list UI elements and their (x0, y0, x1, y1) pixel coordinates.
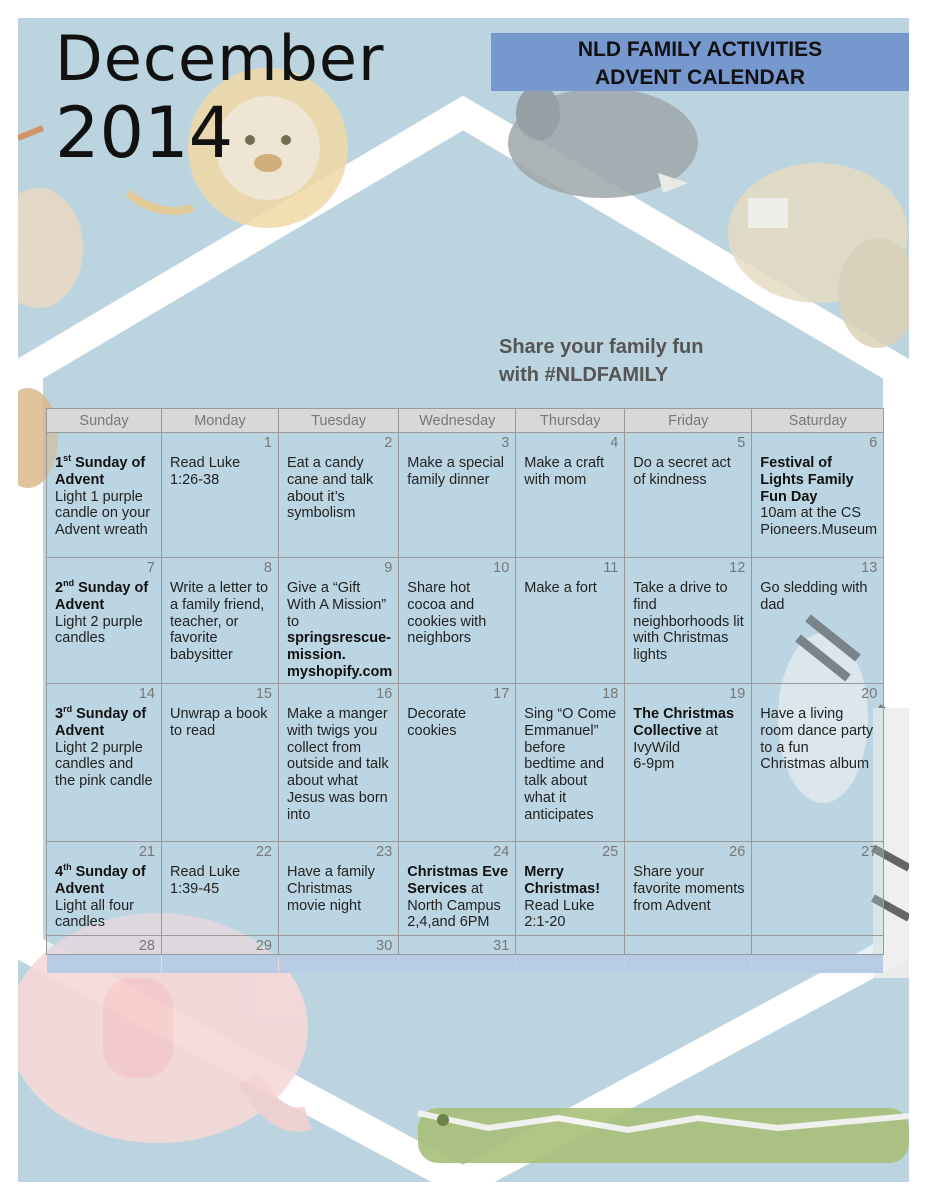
day-number: 3 (501, 435, 510, 451)
calendar-day-cell (752, 684, 884, 842)
day-number: 18 (602, 686, 619, 702)
day-number: 12 (729, 560, 746, 576)
day-number: 14 (138, 686, 155, 702)
activity-text: Light all four candles (55, 897, 134, 931)
day-number: 30 (376, 938, 393, 954)
day-number: 13 (861, 560, 878, 576)
activity-text: Make a craft with mom (524, 455, 605, 488)
day-number: 26 (729, 844, 746, 860)
calendar-day-cell (399, 684, 516, 842)
day-number: 15 (255, 686, 272, 702)
day-number: 29 (255, 938, 272, 954)
day-activity (399, 433, 515, 491)
day-number: 16 (376, 686, 393, 702)
sunday-title (55, 580, 148, 613)
day-number: 10 (493, 560, 510, 576)
title-month: December (55, 22, 385, 95)
calendar-week-row (47, 684, 884, 842)
ordinal-number: 2 (55, 580, 64, 596)
calendar-day-cell (752, 936, 884, 955)
day-activity (162, 558, 278, 666)
activity-text: Give a “Gift With A Mission” to (287, 580, 387, 630)
week-bottom-bar (516, 955, 624, 973)
activity-text: 10am at the CS Pioneers.Museum (760, 505, 878, 539)
week-bottom-bar (162, 955, 278, 973)
sunday-title-text: Sunday of Advent (55, 864, 146, 897)
sunday-title-text: Sunday of Advent (55, 455, 146, 488)
calendar-day-cell (516, 433, 625, 558)
calendar-day-cell (516, 684, 625, 842)
activity-text: Make a special family dinner (407, 455, 504, 488)
calendar-day-cell (625, 433, 752, 558)
activity-text: Share hot cocoa and cookies with neighbors (407, 580, 487, 647)
day-number: 17 (493, 686, 510, 702)
calendar-day-cell (279, 842, 399, 936)
activity-text: 6-9pm (633, 756, 675, 773)
activity-text: Unwrap a book to read (170, 706, 268, 739)
ordinal-number: 3 (55, 706, 64, 722)
calendar-day-cell (516, 936, 625, 955)
week-bottom-bar (47, 955, 161, 973)
day-activity (162, 433, 278, 491)
calendar-day-cell (752, 842, 884, 936)
share-line-2: with #NLDFAMILY (499, 364, 669, 386)
day-activity (752, 433, 883, 541)
calendar-day-cell (516, 842, 625, 936)
event-title: Festival of Lights Family Fun Day (760, 455, 854, 505)
banner-line-2: ADVENT CALENDAR (595, 66, 805, 89)
day-number: 4 (610, 435, 619, 451)
activity-text: Make a fort (524, 580, 597, 596)
day-number: 23 (376, 844, 393, 860)
weekday-header: Tuesday (279, 409, 399, 433)
calendar-day-cell (162, 842, 279, 936)
week-bottom-bar (625, 955, 751, 973)
day-number: 19 (729, 686, 746, 702)
activity-text: Go sledding with dad (760, 580, 868, 613)
title-year: 2014 (55, 92, 234, 174)
day-number: 31 (493, 938, 510, 954)
day-number: 28 (138, 938, 155, 954)
event-title: The Christmas Collective (633, 706, 735, 739)
share-hashtag-text (499, 333, 704, 389)
day-activity (625, 433, 751, 491)
day-number: 6 (869, 435, 878, 451)
weekday-header: Wednesday (399, 409, 516, 433)
day-activity (279, 558, 398, 683)
calendar-day-cell (162, 433, 279, 558)
calendar-day-cell (399, 936, 516, 955)
day-number: 27 (861, 844, 878, 860)
ordinal-number: 4 (55, 864, 64, 880)
ordinal-suffix: nd (63, 578, 75, 589)
sunday-title-text: Sunday of Advent (55, 706, 147, 739)
calendar-day-cell (279, 558, 399, 684)
weekday-header: Thursday (516, 409, 625, 433)
calendar-day-cell (162, 558, 279, 684)
day-number: 11 (603, 560, 619, 576)
sunday-title (55, 706, 146, 739)
activity-text: Do a secret act of kindness (633, 455, 731, 488)
ordinal-suffix: rd (63, 704, 73, 715)
weekday-header: Friday (625, 409, 752, 433)
share-line-1: Share your family fun (499, 336, 704, 358)
calendar-day-cell (47, 936, 162, 955)
ordinal-suffix: th (63, 862, 72, 873)
calendar-day-cell (47, 558, 162, 684)
activity-text: Take a drive to find neighborhoods lit with Christmas lights (633, 580, 744, 664)
sunday-title-text: Sunday of Advent (55, 580, 149, 613)
calendar-week-row (47, 433, 884, 558)
weekday-header: Monday (162, 409, 279, 433)
activity-text: Have a living room dance party to a fun Christmas album (760, 706, 874, 773)
activity-text: Write a letter to a family friend, teacher, or favorite babysitter (170, 580, 269, 664)
banner-line-1: NLD FAMILY ACTIVITIES (577, 38, 823, 61)
week-bottom-bar (399, 955, 515, 973)
day-number: 5 (737, 435, 746, 451)
calendar-day-cell (752, 558, 884, 684)
day-number: 24 (493, 844, 510, 860)
calendar-day-cell (752, 433, 884, 558)
day-activity (47, 433, 161, 541)
calendar-day-cell (399, 842, 516, 936)
activity-text: Read Luke 1:26-38 (170, 455, 241, 488)
day-activity (279, 433, 398, 524)
calendar-day-cell (625, 936, 752, 955)
activity-text: Read Luke 2:1-20 (524, 897, 595, 931)
calendar-week-row (47, 936, 884, 955)
event-title: Merry Christmas! (524, 864, 601, 897)
activity-text: Light 1 purple candle on your Advent wreath (55, 488, 151, 539)
event-location: at North Campus 2,4,and 6PM (407, 880, 501, 931)
calendar-day-cell (399, 433, 516, 558)
calendar-day-cell (47, 842, 162, 936)
calendar-day-cell (625, 558, 752, 684)
day-number: 25 (602, 844, 619, 860)
week-bottom-bar (279, 955, 398, 973)
week-bottom-bar (752, 955, 883, 973)
calendar-day-cell (399, 558, 516, 684)
calendar-week-row (47, 558, 884, 684)
calendar-day-cell (279, 433, 399, 558)
calendar-week-row (47, 842, 884, 936)
rhino-icon (508, 85, 698, 198)
sunday-title (55, 455, 145, 488)
activity-text: Decorate cookies (407, 706, 467, 739)
activity-text: Share your favorite moments from Advent (633, 864, 745, 914)
calendar-day-cell (279, 936, 399, 955)
calendar-day-cell (47, 433, 162, 558)
ordinal-suffix: st (63, 453, 72, 464)
day-activity (516, 433, 624, 491)
calendar-day-cell (625, 842, 752, 936)
activity-text: Light 2 purple candles (55, 613, 143, 647)
day-number: 7 (146, 560, 155, 576)
day-activity (279, 684, 398, 826)
calendar-day-cell (47, 684, 162, 842)
event-title: Christmas Eve Services (407, 864, 509, 897)
weekday-header: Saturday (752, 409, 884, 433)
day-number: 21 (138, 844, 155, 860)
website-link-text: springsrescue-mission. myshopify.com (287, 630, 393, 680)
day-number: 1 (263, 435, 272, 451)
activity-text: Read Luke 1:39-45 (170, 864, 241, 897)
calendar-grid (46, 408, 884, 955)
day-number: 9 (384, 560, 393, 576)
activity-text: Make a manger with twigs you collect from outside and talk about what Jesus was born into (287, 706, 389, 823)
day-number: 8 (263, 560, 272, 576)
calendar-day-cell (162, 936, 279, 955)
activity-text: Light 2 purple candles and the pink candle (55, 739, 153, 790)
calendar-day-cell (162, 684, 279, 842)
day-number: 22 (255, 844, 272, 860)
day-activity (516, 684, 624, 826)
sunday-title (55, 864, 146, 897)
weekday-header-row (47, 409, 884, 433)
activity-text: Eat a candy cane and talk about it’s symbolism (287, 455, 374, 522)
day-number: 20 (861, 686, 878, 702)
ordinal-number: 1 (55, 455, 64, 471)
calendar-day-cell (516, 558, 625, 684)
day-number: 2 (384, 435, 393, 451)
activity-text: Have a family Christmas movie night (287, 864, 375, 914)
calendar-day-cell (625, 684, 752, 842)
activity-text: Sing “O Come Emmanuel” before bedtime and talk about what it anticipates (524, 706, 617, 823)
calendar-day-cell (279, 684, 399, 842)
crocodile-icon (418, 1108, 909, 1163)
title-banner (491, 33, 909, 91)
weekday-header: Sunday (47, 409, 162, 433)
day-activity (47, 558, 161, 649)
event-location: at IvyWild (633, 722, 718, 756)
